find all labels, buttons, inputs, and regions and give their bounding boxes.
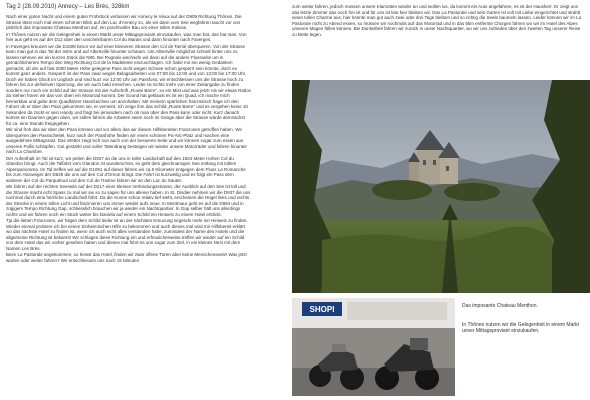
paragraph: Beim La Pastorale angekommen, so heisst das Hotel, finden wir zwar offene Türen aber keine Menschenseele! Was jetzt warten oder weiter fahren? Wir entschliessen uns nach 15 Minuten (6, 252, 247, 263)
paragraph: Tja die lieben Franzosen, wir folgen dem Schild leider ist an der nächsten Kreuzung nirgends mehr ein Hinweis zu finden. Wieder einmal probiere ich bei einem Einheimischen Hilfe zu bekommen und auch dieses mal wird mir Hilfsbereit erklärt wo das nächste Hotel zu finden ist, wenn ich auch nicht alles verstanden habe, zumindest der Name des Hotels und die allgemeine Richtung ist bekannt! Wir schlagen diese Richtung ein und erfreulicherweise treffen wir wieder auf ein Schild von dem Hotel das wir vorher gesehen haben und dieses mal führt es uns sogar zum Ziel, in ein kleines Nest mit dem Namen Les Brès. (6, 218, 248, 251)
market-caption: In Thônes nutzen wir die Gelegenheit in einem Markt unser Mittagsproviant einzukaufen. (462, 322, 579, 335)
paragraph: Wir fahren auf der rechten Seeseite auf der D217 einer kleinen Verbindungsstrasse, der Ausblick auf den See ist toll und die Strasse macht echt Spass zu mal wir sie so zu sagen für uns alleine haben. In St. Disdier nehmen wir die D937 die uns nochmal durch eine herrliche Landschaft führt. Da die Sonne schon relativ tief steht, erscheinen die Hügel links und rechts der Strecke in einem tollen Licht und faszinieren uns immer wieder aufs neue. In Montmaur geht es auf die D994 und in zügigem Tempo Richtung Gap, schliesslich brauchen wir ja wieder ein Nachtquartier. In Gap selber hält uns allerdings nichts und wir fahren noch ein Stück weiter bis Daniela auf einem Schild ein Hinweis zu einem Hotel erblickt. (6, 184, 251, 217)
paragraph: In Thônes nutzen wir die Gelegenheit in einem Markt unser Mittagsproviant einzukaufen, was man hat, das hat man. Von hier aus geht es auf der D12 über den unscheinbaren Col du Marais und dann hinunter nach Faverges. (6, 31, 247, 42)
paragraph: Wir sind froh das wir über den Pass können und vor allem das wir diesen Hilfsbereiten Franzosen getroffen haben. Wir überqueren den Passscheitel, kurz nach der Passhöhe finden wir einen schönen Pic-Nic-Platz und machen eine ausgedehnte Mittagsrast. Das Wetter zeigt sich nun auch von der besseren Seite und wir können sogar zum essen aus unseren Pullis schlüpfen. Gut gestärkt und voller Tatendrang besteigen wir wieder unsere Motorräder und fahren hinunter nach La Chambre. (6, 127, 248, 154)
castle-caption: Das imposante Chateau Menthon. (462, 303, 538, 309)
paragraph: In Faverges kreuzen wir die D1508 bevor wir auf einer kleineren Strasse den Col de Tamié überqueren. Von der Strasse kann man gut in das Tal der Isère und auf Albertville hinunter schauen. Um Albertville möglichst schnell hinter uns zu lassen nehmen wir ein kurzes Stück die N90. Bei Rognaix wechseln wir dann auf die andere Flussseite um in gemächlicherem Tempo den Weg Richtung Col de la Madeleine einzuschlagen. Ich habe mir ein wenig Gedanken gemacht, ob der auf fast 2000 Meter Höhe gelegene Pass nicht wegen Schnee schon gesperrt sein könnte, doch es kommt ganz anders. Gesperrt ist der Pass zwar wegen Belagsarbeiten von 07:00 bis 12:00 und von 13:00 bis 17:00 Uhr. Doch wir haben Glück im Unglück und sind kurz vor 12:00 Uhr am Passfuss, wir entschliessen uns die Strasse hoch zu fahren bis zur definitiven Sperrung, die wir auch bald erreichen. Leider ist nichts mehr von einer Zeitangabe zu finden sondern nur noch ein Schild auf der Strasse mit der Aufschrift „Route Barre“, so ein Mist und was jetzt! Als wir etwas Ratlos da stehen hören wir das von oben ein Motorrad kommt. Der Sound hat geklaust es ist ein Quad, ich mache mich bemerkbar und gebe dem Quadfahrer Handzeichen um anzuhalten. Mit meinem spärlichen französisch frage ich den Fahrer ob er über den Pass gekommen sei, er verneint. Ich zeige ihm das Schild „Route Barre“ und es vergehen keine 10 Sekunden da zückt er sein Handy und fragt bei jemandem nach ob man über den Pass kann oder nicht. Kurz danach kommt ein Daumen gegen oben, wir sollen fahren die Arbeiten seien noch im Gange aber die Strasse würde demnächst für ca. eine Stunde freigegeben. (6, 43, 251, 126)
paragraph: zum weiter fahren, jedoch müssen unsere Klamotten wieder an und wollen los, da kommt ein Auto angefahren, es ist der Hausherr. Er zeigt uns das letzte Zimmer das noch frei ist und für uns ist klar hier bleiben wir. Das La Pastorale und sein Garten ist voll mit Liebe eingerichtet und strahlt einen tollen Charme aus, hier könnte man gut auch zwei oder drei Tage bleiben und so richtig die Seele baumeln lassen. Leider können wir im La Pastorale nicht zu Abend essen, so müssen wir nochmals auf das Motorrad und in das 5km entfernte Chorges fahren wo wir im Hotel des Alpes unseren Magen füllen können. Bei Dunkelheit fahren wir zurück in unser Nachtquartier, wo wir uns zufrieden über den zweiten Tag unserer Reise zu Bette legen. (292, 4, 582, 37)
shop-sign-text: SHOPI (309, 305, 335, 314)
castle-landscape-image (292, 80, 590, 293)
motorcycles-image (292, 298, 455, 396)
castle-photo (292, 80, 590, 293)
right-text-column (292, 4, 586, 76)
motorcycles-photo (292, 298, 455, 396)
paragraph: Nach einer guten Nacht und einem guten Frühstück verlassen wir Annecy le Vieux auf der D909 Richtung Thônes. Die Strasse lässt noch mal einen schönen Blick auf den Lac d'Annecy zu, als wir dann vom See wegfahren taucht vor uns plötzlich das imposante Chateau Menthon auf, ein prachtvoller Bau vor einer tollen Kulisse. (6, 14, 242, 30)
paragraph: Der Aufenthalt im Tal ist kurz, wir peilen die D927 an die uns in toller Landschaft auf den 1924 Meter Hohen Col du Glandon bringt. Auch die Talfahrt vom Glandon ist wunderschön, es geht dem gleichnamigen See entlang mit tollem Alpenpanorama. Im Tal treffen wir auf die D1091 auf dieser fahren wir ca.5 Kilometer entgegen dem Fluss La Romanche bis zum Abzweiger der D526 die uns auf den Col d'Ornon bringt. Die Fahrt ist kurzweilig und es folgt ein Pass dem anderen der Col du Parquétout und den Col de l'Holme fahren wir an den Lac du Sautet. (6, 155, 246, 183)
page-title: Tag 2 (28.09.2010) Annecy – Les Brès, 328km (6, 4, 130, 10)
left-text-column (6, 14, 251, 396)
